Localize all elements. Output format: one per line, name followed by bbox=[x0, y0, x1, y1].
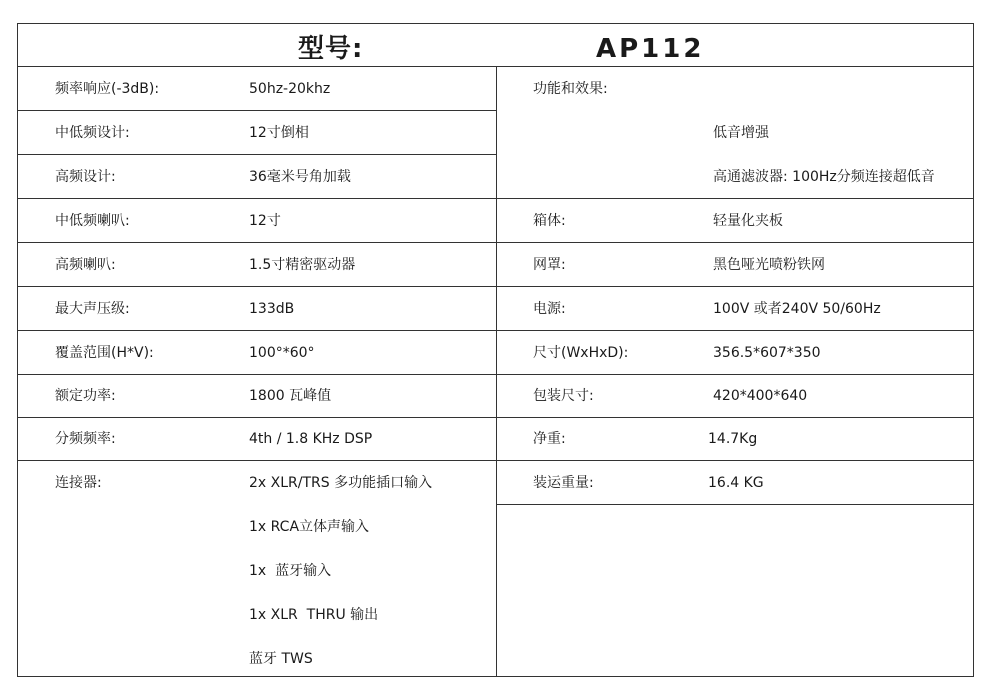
spec-value-hf-driver: 1.5寸精密驱动器 bbox=[249, 257, 356, 273]
spec-label-max-spl: 最大声压级: bbox=[55, 301, 130, 317]
spec-value-max-spl: 133dB bbox=[249, 301, 295, 317]
spec-label-grille: 网罩: bbox=[533, 257, 566, 273]
spec-value-rated-power: 1800 瓦峰值 bbox=[249, 388, 332, 404]
spec-value-lf-design: 12寸倒相 bbox=[249, 125, 309, 141]
row-divider bbox=[18, 154, 496, 155]
row-divider bbox=[18, 330, 973, 331]
spec-value-cabinet: 轻量化夹板 bbox=[713, 213, 783, 229]
spec-value-frequency-response: 50hz-20khz bbox=[249, 81, 331, 97]
column-divider bbox=[496, 66, 497, 676]
row-divider bbox=[18, 417, 973, 418]
spec-value-connector-3: 1x 蓝牙输入 bbox=[249, 563, 332, 579]
spec-sheet bbox=[17, 23, 974, 677]
spec-value-crossover: 4th / 1.8 KHz DSP bbox=[249, 431, 373, 447]
row-divider bbox=[18, 110, 496, 111]
spec-value-dimensions: 356.5*607*350 bbox=[713, 345, 821, 361]
spec-value-connector-1: 2x XLR/TRS 多功能插口输入 bbox=[249, 475, 433, 491]
spec-value-connector-4: 1x XLR THRU 输出 bbox=[249, 607, 379, 623]
row-divider bbox=[18, 460, 973, 461]
spec-value-hf-design: 36毫米号角加载 bbox=[249, 169, 351, 185]
spec-label-rated-power: 额定功率: bbox=[55, 388, 116, 404]
spec-label-package-size: 包装尺寸: bbox=[533, 388, 594, 404]
row-divider bbox=[496, 504, 973, 505]
row-divider bbox=[18, 242, 973, 243]
model-title-label: 型号: bbox=[298, 34, 364, 64]
spec-label-lf-design: 中低频设计: bbox=[55, 125, 130, 141]
spec-label-hf-driver: 高频喇叭: bbox=[55, 257, 116, 273]
spec-value-grille: 黑色哑光喷粉铁网 bbox=[713, 257, 825, 273]
spec-value-feature-2: 高通滤波器: 100Hz分频连接超低音 bbox=[713, 169, 935, 185]
spec-value-coverage: 100°*60° bbox=[249, 345, 315, 361]
spec-value-feature-1: 低音增强 bbox=[713, 125, 769, 141]
spec-value-power-supply: 100V 或者240V 50/60Hz bbox=[713, 301, 881, 317]
spec-label-crossover: 分频频率: bbox=[55, 431, 116, 447]
spec-label-dimensions: 尺寸(WxHxD): bbox=[533, 345, 629, 361]
spec-value-connector-2: 1x RCA立体声输入 bbox=[249, 519, 370, 535]
spec-label-shipping-weight: 装运重量: bbox=[533, 475, 594, 491]
spec-value-net-weight: 14.7Kg bbox=[708, 431, 758, 447]
spec-label-power-supply: 电源: bbox=[533, 301, 566, 317]
spec-label-features: 功能和效果: bbox=[533, 81, 608, 97]
row-divider bbox=[18, 286, 973, 287]
model-number: AP112 bbox=[596, 34, 705, 64]
spec-label-frequency-response: 频率响应(-3dB): bbox=[55, 81, 160, 97]
spec-label-coverage: 覆盖范围(H*V): bbox=[55, 345, 154, 361]
spec-value-connector-5: 蓝牙 TWS bbox=[249, 651, 313, 667]
spec-label-lf-driver: 中低频喇叭: bbox=[55, 213, 130, 229]
spec-label-hf-design: 高频设计: bbox=[55, 169, 116, 185]
spec-label-connectors: 连接器: bbox=[55, 475, 102, 491]
spec-value-package-size: 420*400*640 bbox=[713, 388, 808, 404]
row-divider bbox=[18, 198, 973, 199]
spec-value-shipping-weight: 16.4 KG bbox=[708, 475, 764, 491]
spec-label-cabinet: 箱体: bbox=[533, 213, 566, 229]
row-divider bbox=[18, 374, 973, 375]
spec-value-lf-driver: 12寸 bbox=[249, 213, 281, 229]
spec-label-net-weight: 净重: bbox=[533, 431, 566, 447]
